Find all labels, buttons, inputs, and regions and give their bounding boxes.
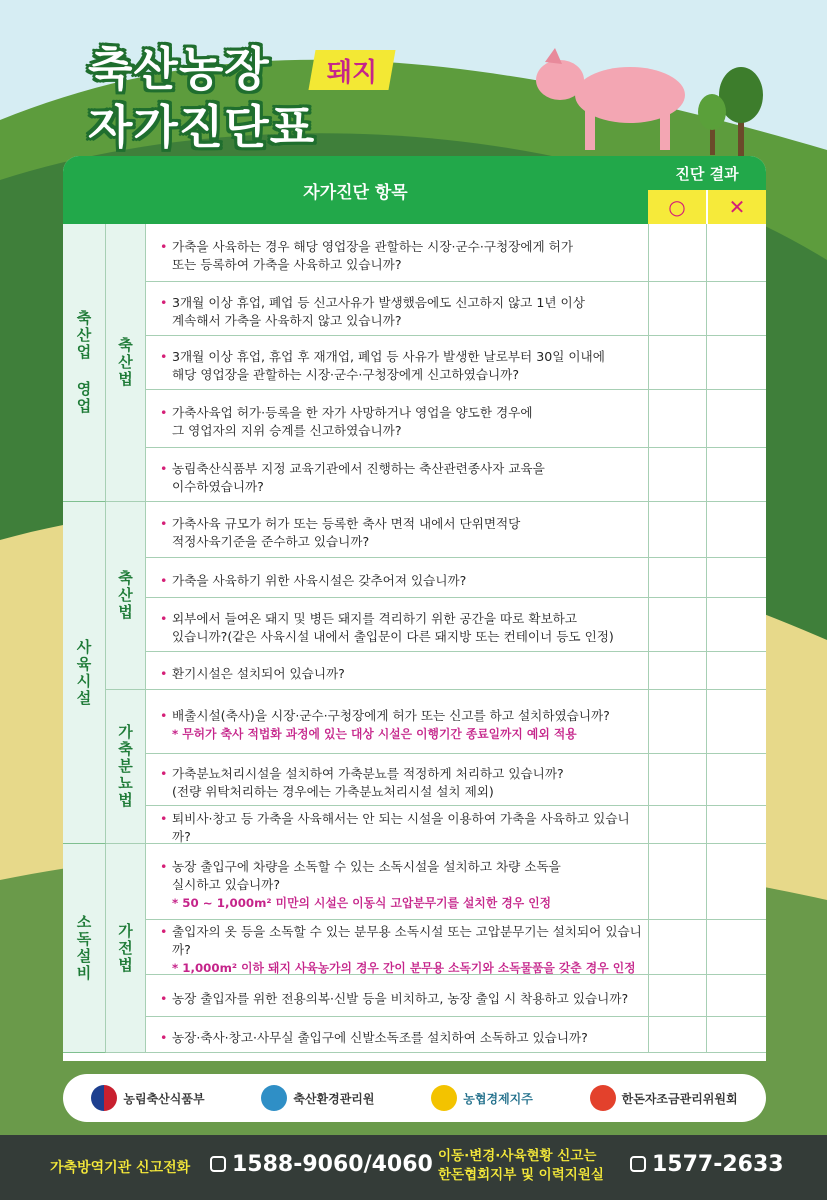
- x-checkbox-cell[interactable]: [706, 502, 766, 557]
- checklist-row: [146, 975, 766, 1017]
- x-checkbox-cell[interactable]: [706, 224, 766, 281]
- x-checkbox-cell[interactable]: [706, 652, 766, 689]
- o-checkbox-cell[interactable]: [648, 502, 706, 557]
- question-text: [146, 282, 648, 335]
- question-line: • 농림축산식품부 지정 교육기관에서 진행하는 축산관련종사자 교육을: [160, 460, 648, 478]
- question-line: • 외부에서 들여온 돼지 및 병든 돼지를 격리하기 위한 공간을 따로 확보하고: [160, 610, 648, 628]
- items-header: 자가진단 항목: [63, 156, 648, 224]
- question-line: • 배출시설(축사)을 시장·군수·구청장에게 허가 또는 신고를 하고 설치하였습니까?: [160, 707, 648, 725]
- question-line: • 농장 출입구에 차량을 소독할 수 있는 소독시설을 설치하고 차량 소독을: [160, 858, 648, 876]
- x-checkbox-cell[interactable]: [706, 920, 766, 974]
- question-note: * 무허가 축사 적법화 과정에 있는 대상 시설은 이행기간 종료일까지 예외 적용: [172, 726, 577, 741]
- x-checkbox-cell[interactable]: [706, 1017, 766, 1052]
- title-line2: 자가진단표: [88, 100, 316, 154]
- o-checkbox-cell[interactable]: [648, 282, 706, 335]
- checklist-table: [63, 156, 766, 1061]
- question-text: [146, 754, 648, 805]
- checklist-row: [146, 598, 766, 652]
- question-line: 이수하였습니까?: [172, 478, 264, 494]
- question-line: • 가축사육업 허가·등록을 한 자가 사망하거나 영업을 양도한 경우에: [160, 404, 648, 422]
- x-checkbox-cell[interactable]: [706, 558, 766, 597]
- question-line: • 가축을 사육하는 경우 해당 영업장을 관할하는 시장·군수·구청장에게 허가: [160, 238, 648, 256]
- o-checkbox-cell[interactable]: [648, 448, 706, 501]
- question-text: [146, 652, 648, 689]
- checklist-row: [146, 502, 766, 558]
- title-line1: 축산농장: [88, 42, 270, 96]
- question-line: • 퇴비사·창고 등 가축을 사육해서는 안 되는 시설을 이용하여 가축을 사육하고 있습니까?: [160, 810, 648, 846]
- o-checkbox-cell[interactable]: [648, 690, 706, 753]
- x-checkbox-cell[interactable]: [706, 282, 766, 335]
- question-line: 해당 영업장을 관할하는 시장·군수·구청장에게 신고하였습니까?: [172, 366, 520, 382]
- x-checkbox-cell[interactable]: [706, 598, 766, 651]
- logo-nh: 농협경제지주: [431, 1085, 533, 1111]
- checklist-row: [146, 448, 766, 502]
- o-checkbox-cell[interactable]: [648, 1017, 706, 1052]
- category-label: 소독설비: [63, 844, 106, 1053]
- question-text: [146, 920, 648, 974]
- x-checkbox-cell[interactable]: [706, 754, 766, 805]
- checklist-row: [146, 652, 766, 690]
- question-line: 있습니까?(같은 사육시설 내에서 출입문이 다른 돼지방 또는 컨테이너 등도 인정): [172, 628, 614, 644]
- question-text: [146, 502, 648, 557]
- law-label: 가전법: [106, 844, 146, 1053]
- report-phone: 1588-9060/4060: [210, 1152, 433, 1177]
- question-text: [146, 975, 648, 1016]
- o-checkbox-cell[interactable]: [648, 558, 706, 597]
- logo-environment: 축산환경관리원: [261, 1085, 374, 1111]
- move-phone: 1577-2633: [630, 1152, 784, 1177]
- question-line: • 가축사육 규모가 허가 또는 등록한 축사 면적 내에서 단위면적당: [160, 515, 648, 533]
- question-line: (전량 위탁처리하는 경우에는 가축분뇨처리시설 설치 제외): [172, 783, 494, 799]
- o-checkbox-cell[interactable]: [648, 652, 706, 689]
- law-label: 가축분뇨법: [106, 690, 146, 844]
- x-checkbox-cell[interactable]: [706, 806, 766, 843]
- question-line: 계속해서 가축을 사육하지 않고 있습니까?: [172, 312, 402, 328]
- o-checkbox-cell[interactable]: [648, 920, 706, 974]
- o-checkbox-cell[interactable]: [648, 224, 706, 281]
- category-label: 축산업 영업: [63, 224, 106, 502]
- o-checkbox-cell[interactable]: [648, 336, 706, 389]
- logo-mafra: 농림축산식품부: [91, 1085, 204, 1111]
- pig-badge: 돼지: [308, 50, 395, 90]
- sponsor-logos: [63, 1074, 766, 1122]
- question-text: [146, 1017, 648, 1052]
- question-text: [146, 806, 648, 843]
- report-label: 가축방역기관 신고전화: [50, 1160, 191, 1176]
- phone-icon: [210, 1156, 226, 1172]
- question-line: • 3개월 이상 휴업, 휴업 후 재개업, 폐업 등 사유가 발생한 날로부터 30일 이내에: [160, 348, 648, 366]
- question-text: [146, 224, 648, 281]
- x-checkbox-cell[interactable]: [706, 336, 766, 389]
- question-line: • 가축분뇨처리시설을 설치하여 가축분뇨를 적정하게 처리하고 있습니까?: [160, 765, 648, 783]
- o-mark-header: ○: [648, 190, 706, 224]
- question-line: • 농장·축사·창고·사무실 출입구에 신발소독조를 설치하여 소독하고 있습니까?: [160, 1029, 648, 1047]
- question-line: 그 영업자의 지위 승계를 신고하였습니까?: [172, 422, 402, 438]
- question-line: • 가축을 사육하기 위한 사육시설은 갖추어져 있습니까?: [160, 572, 648, 590]
- question-line: 적정사육기준을 준수하고 있습니까?: [172, 533, 370, 549]
- checklist-row: [146, 558, 766, 598]
- move-label: 이동·변경·사육현황 신고는 한돈협회지부 및 이력지원실: [438, 1148, 604, 1183]
- x-mark-header: ✕: [708, 190, 766, 224]
- law-label: 축산법: [106, 224, 146, 502]
- checklist-row: [146, 844, 766, 920]
- x-checkbox-cell[interactable]: [706, 448, 766, 501]
- question-text: [146, 336, 648, 389]
- checklist-row: [146, 920, 766, 975]
- question-text: [146, 690, 648, 753]
- question-text: [146, 558, 648, 597]
- checklist-row: [146, 690, 766, 754]
- o-checkbox-cell[interactable]: [648, 844, 706, 919]
- phone-icon: [630, 1156, 646, 1172]
- question-line: • 환기시설은 설치되어 있습니까?: [160, 665, 648, 683]
- o-checkbox-cell[interactable]: [648, 390, 706, 447]
- question-note: * 1,000m² 이하 돼지 사육농가의 경우 간이 분무용 소독기와 소독물품을 갖춘 경우 인정: [172, 961, 636, 975]
- question-line: 실시하고 있습니까?: [172, 876, 281, 892]
- checklist-row: [146, 754, 766, 806]
- checklist-row: [146, 390, 766, 448]
- question-text: [146, 448, 648, 501]
- question-text: [146, 390, 648, 447]
- question-line: • 출입자의 옷 등을 소독할 수 있는 분무용 소독시설 또는 고압분무기는 설치되어 있습니까?: [160, 923, 648, 959]
- x-checkbox-cell[interactable]: [706, 390, 766, 447]
- footer: [0, 1135, 827, 1200]
- checklist-row: [146, 282, 766, 336]
- question-line: • 3개월 이상 휴업, 폐업 등 신고사유가 발생했음에도 신고하지 않고 1년 이상: [160, 294, 648, 312]
- x-checkbox-cell[interactable]: [706, 690, 766, 753]
- o-checkbox-cell[interactable]: [648, 598, 706, 651]
- o-checkbox-cell[interactable]: [648, 806, 706, 843]
- o-checkbox-cell[interactable]: [648, 975, 706, 1016]
- law-label: 축산법: [106, 502, 146, 690]
- checklist-row: [146, 806, 766, 844]
- x-checkbox-cell[interactable]: [706, 844, 766, 919]
- question-line: • 농장 출입자를 위한 전용의복·신발 등을 비치하고, 농장 출입 시 착용하고 있습니까?: [160, 990, 648, 1008]
- checklist-row: [146, 336, 766, 390]
- o-checkbox-cell[interactable]: [648, 754, 706, 805]
- question-line: 또는 등록하여 가축을 사육하고 있습니까?: [172, 256, 402, 272]
- x-checkbox-cell[interactable]: [706, 975, 766, 1016]
- category-label: 사육시설: [63, 502, 106, 844]
- question-text: [146, 844, 648, 919]
- checklist-row: [146, 224, 766, 282]
- result-header: 진단 결과: [648, 156, 766, 190]
- question-note: * 50 ~ 1,000m² 미만의 시설은 이동식 고압분무기를 설치한 경우 인정: [172, 895, 552, 910]
- checklist-row: [146, 1017, 766, 1053]
- logo-handon: 한돈자조금관리위원회: [590, 1085, 738, 1111]
- question-text: [146, 598, 648, 651]
